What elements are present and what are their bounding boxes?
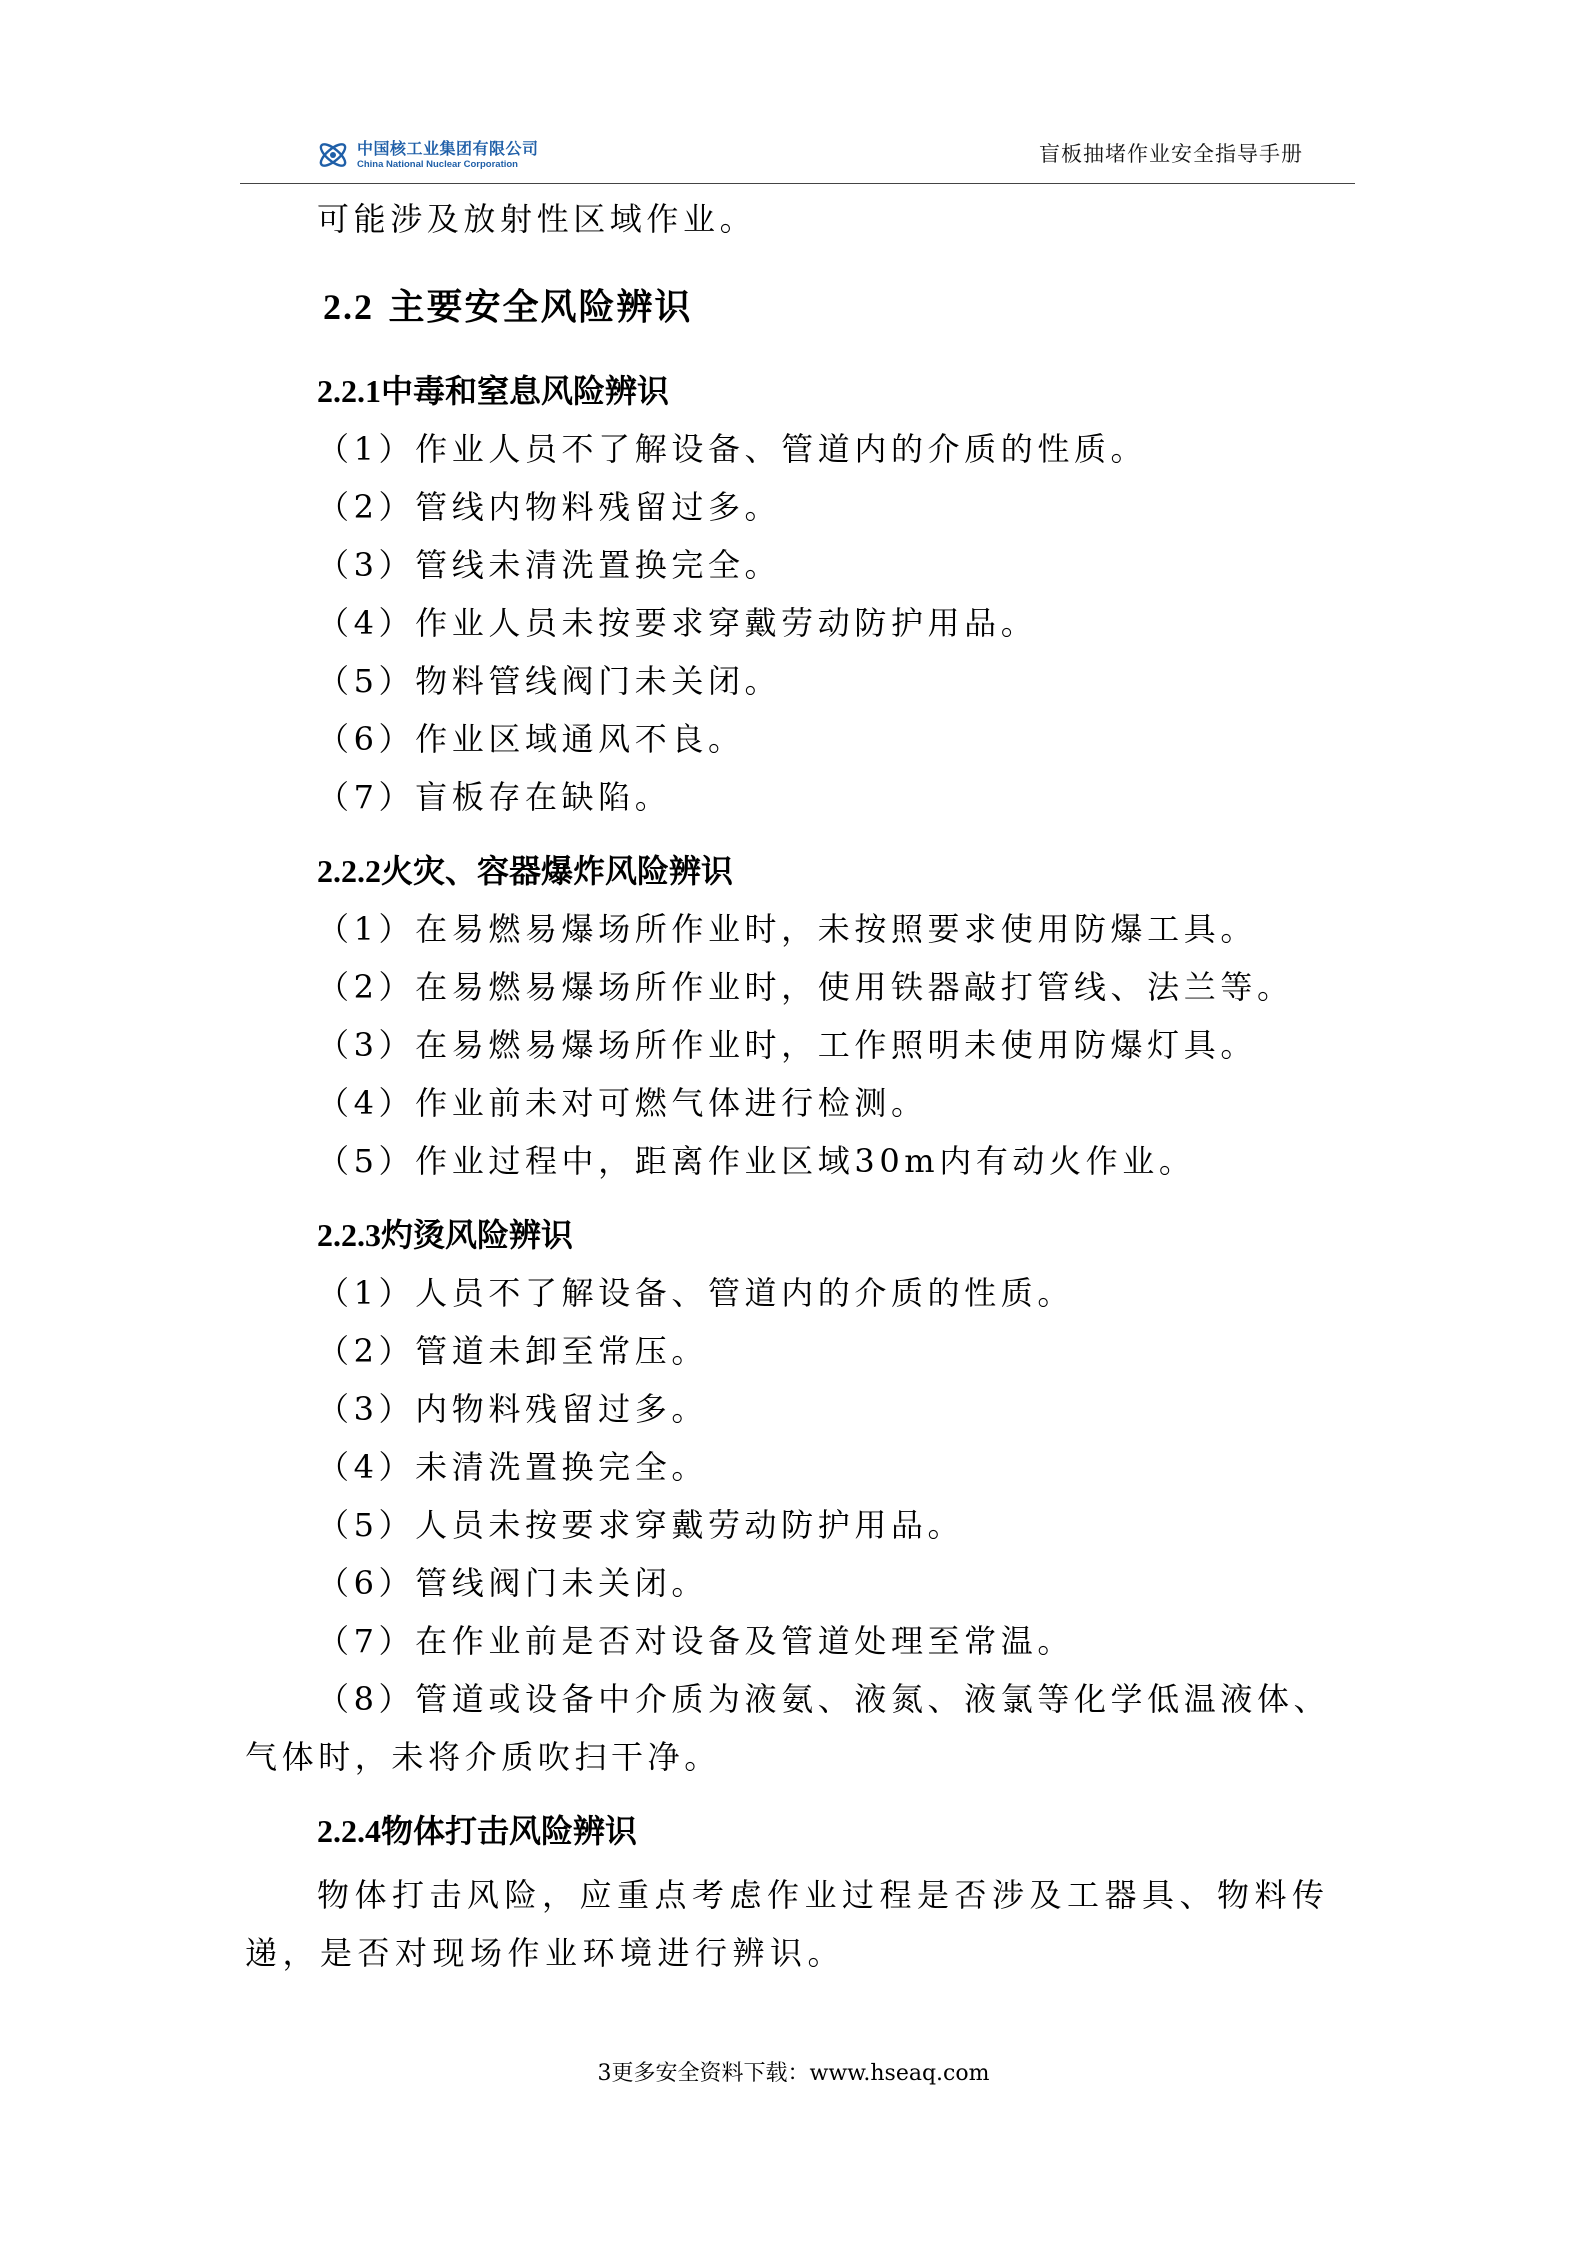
document-title: 盲板抽堵作业安全指导手册 xyxy=(1039,142,1303,166)
page-content xyxy=(245,190,1355,1982)
section-heading-2-2-1 xyxy=(245,362,1355,420)
list-item: （2）管线内物料残留过多。 xyxy=(317,488,782,526)
section-heading-2-2-3 xyxy=(245,1206,1355,1264)
section-heading-2-2-2 xyxy=(245,842,1355,900)
page-header xyxy=(240,126,1355,184)
list-item: （1）作业人员不了解设备、管道内的介质的性质。 xyxy=(317,430,1148,468)
section-number: 2.2.4 xyxy=(317,1813,381,1849)
section-number: 2.2.2 xyxy=(317,853,381,889)
body-paragraph: 物体打击风险，应重点考虑作业过程是否涉及工器具、物料传递，是否对现场作业环境进行辨识。 xyxy=(245,1876,1330,1972)
section-number: 2.2.1 xyxy=(317,373,381,409)
list-item: （7）盲板存在缺陷。 xyxy=(317,778,672,816)
list-item: （4）作业人员未按要求穿戴劳动防护用品。 xyxy=(317,604,1038,642)
section-heading-2-2 xyxy=(245,278,1355,336)
list-item: （6）作业区域通风不良。 xyxy=(317,720,745,758)
section-title: 灼烫风险辨识 xyxy=(381,1216,574,1254)
list-item: （5）物料管线阀门未关闭。 xyxy=(317,662,782,700)
list-item: （5）人员未按要求穿戴劳动防护用品。 xyxy=(317,1506,965,1544)
section-title: 火灾、容器爆炸风险辨识 xyxy=(381,852,734,890)
page-footer: 3更多安全资料下载：www.hseaq.com xyxy=(597,2061,990,2086)
company-logo xyxy=(315,135,539,175)
section-title: 主要安全风险辨识 xyxy=(388,286,693,328)
header-divider xyxy=(240,183,1355,184)
list-item: （2）在易燃易爆场所作业时，使用铁器敲打管线、法兰等。 xyxy=(317,968,1294,1006)
section-heading-2-2-4 xyxy=(245,1802,1355,1860)
list-item: （4）作业前未对可燃气体进行检测。 xyxy=(317,1084,928,1122)
intro-paragraph: 可能涉及放射性区域作业。 xyxy=(317,200,757,238)
logo-chinese-name: 中国核工业集团有限公司 xyxy=(357,138,539,158)
list-item: （3）管线未清洗置换完全。 xyxy=(317,546,782,584)
list-item: （6）管线阀门未关闭。 xyxy=(317,1564,708,1602)
list-item-wrapped: （8）管道或设备中介质为液氨、液氮、液氯等化学低温液体、气体时，未将介质吹扫干净。 xyxy=(245,1680,1331,1776)
list-item: （2）管道未卸至常压。 xyxy=(317,1332,708,1370)
list-item: （3）内物料残留过多。 xyxy=(317,1390,708,1428)
atom-logo-icon xyxy=(315,137,351,173)
list-item: （7）在作业前是否对设备及管道处理至常温。 xyxy=(317,1622,1074,1660)
list-item: （4）未清洗置换完全。 xyxy=(317,1448,708,1486)
section-title: 物体打击风险辨识 xyxy=(381,1812,638,1850)
section-title: 中毒和窒息风险辨识 xyxy=(381,372,670,410)
list-item: （1）人员不了解设备、管道内的介质的性质。 xyxy=(317,1274,1074,1312)
list-item: （5）作业过程中，距离作业区域30m内有动火作业。 xyxy=(317,1142,1196,1180)
section-number: 2.2 xyxy=(323,287,374,327)
list-item: （1）在易燃易爆场所作业时，未按照要求使用防爆工具。 xyxy=(317,910,1257,948)
logo-english-name: China National Nuclear Corporation xyxy=(357,158,518,170)
list-item: （3）在易燃易爆场所作业时，工作照明未使用防爆灯具。 xyxy=(317,1026,1257,1064)
section-number: 2.2.3 xyxy=(317,1217,381,1253)
